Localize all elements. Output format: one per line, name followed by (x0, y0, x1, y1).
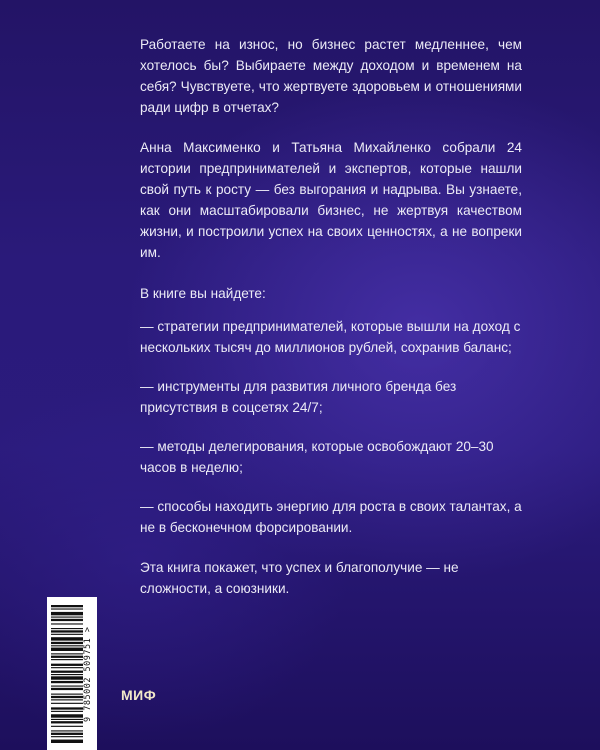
barcode-bar (51, 671, 83, 673)
barcode-bar (51, 628, 83, 629)
barcode-bar (51, 605, 83, 607)
publisher-logo: МИФ (121, 687, 157, 703)
blurb-text (140, 34, 522, 599)
barcode-bar (51, 642, 83, 644)
list-item: — инструменты для развития личного бренда без присутствия в соцсетях 24/7; (140, 379, 457, 415)
list-intro: В книге вы найдете: (140, 286, 266, 301)
barcode-bar (51, 740, 83, 743)
barcode-bar (51, 619, 83, 621)
list-item: — методы делегирования, которые освобождают 20–30 часов в неделю; (140, 439, 494, 475)
barcode-bar (51, 645, 83, 646)
barcode-bar (51, 711, 83, 712)
barcode-bar (51, 664, 83, 666)
barcode-bar (51, 730, 83, 731)
barcode-bar (51, 696, 83, 698)
barcode-panel (47, 597, 97, 750)
list-item: — способы находить энергию для роста в своих талантах, а не в бесконечном форсировании. (140, 499, 522, 535)
barcode-bar (51, 653, 83, 654)
barcode-bar (51, 714, 83, 717)
barcode-bar (51, 648, 83, 651)
barcode-bar (51, 659, 83, 660)
barcode-bar (51, 726, 83, 727)
feature-list (140, 316, 522, 538)
barcode-bar (51, 707, 83, 709)
barcode-bar (51, 733, 83, 735)
barcode-bar (51, 612, 83, 615)
barcode-bar (51, 630, 83, 632)
barcode-bar (51, 686, 83, 687)
barcode-digits: 9 785002 509751 > (83, 626, 93, 722)
barcode-bar (51, 617, 83, 618)
intro-paragraph: Работаете на износ, но бизнес растет медленнее, чем хотелось бы? Выбираете между доходом и временем на себя? Чувствуете, что жертвуете здоровьем и отношениями ради цифр в отчетах? (140, 37, 522, 115)
barcode-bar (51, 674, 83, 675)
barcode-bar (51, 634, 83, 635)
closing-paragraph: Эта книга покажет, что успех и благополучие — не сложности, а союзники. (140, 560, 459, 596)
barcode-bar (51, 699, 83, 700)
barcode-bar (51, 656, 83, 658)
barcode-bar (51, 681, 83, 683)
list-item: — стратегии предпринимателей, которые вышли на доход с нескольких тысяч до миллионов рублей, сохранив баланс; (140, 319, 521, 355)
authors-paragraph: Анна Максименко и Татьяна Михайленко собрали 24 истории предпринимателей и экспертов, которые нашли свой путь к росту — без выгорания и надрыва. Вы узнаете, как они масштабировали бизнес, не жертвуя качеством жизни, и построили успех на своих ценностях, а не вопреки им. (140, 140, 522, 260)
barcode-bar (51, 688, 83, 690)
barcode-bar (51, 719, 83, 720)
barcode-bar (51, 694, 83, 695)
barcode-bar (51, 667, 83, 668)
barcode-bar (51, 623, 83, 624)
barcode-bar (51, 703, 83, 704)
barcode-bar (51, 676, 83, 679)
barcode-bar (51, 637, 83, 640)
barcode-bar (51, 721, 83, 723)
barcode (51, 603, 83, 745)
barcode-bar (51, 736, 83, 737)
barcode-bar (51, 608, 83, 609)
